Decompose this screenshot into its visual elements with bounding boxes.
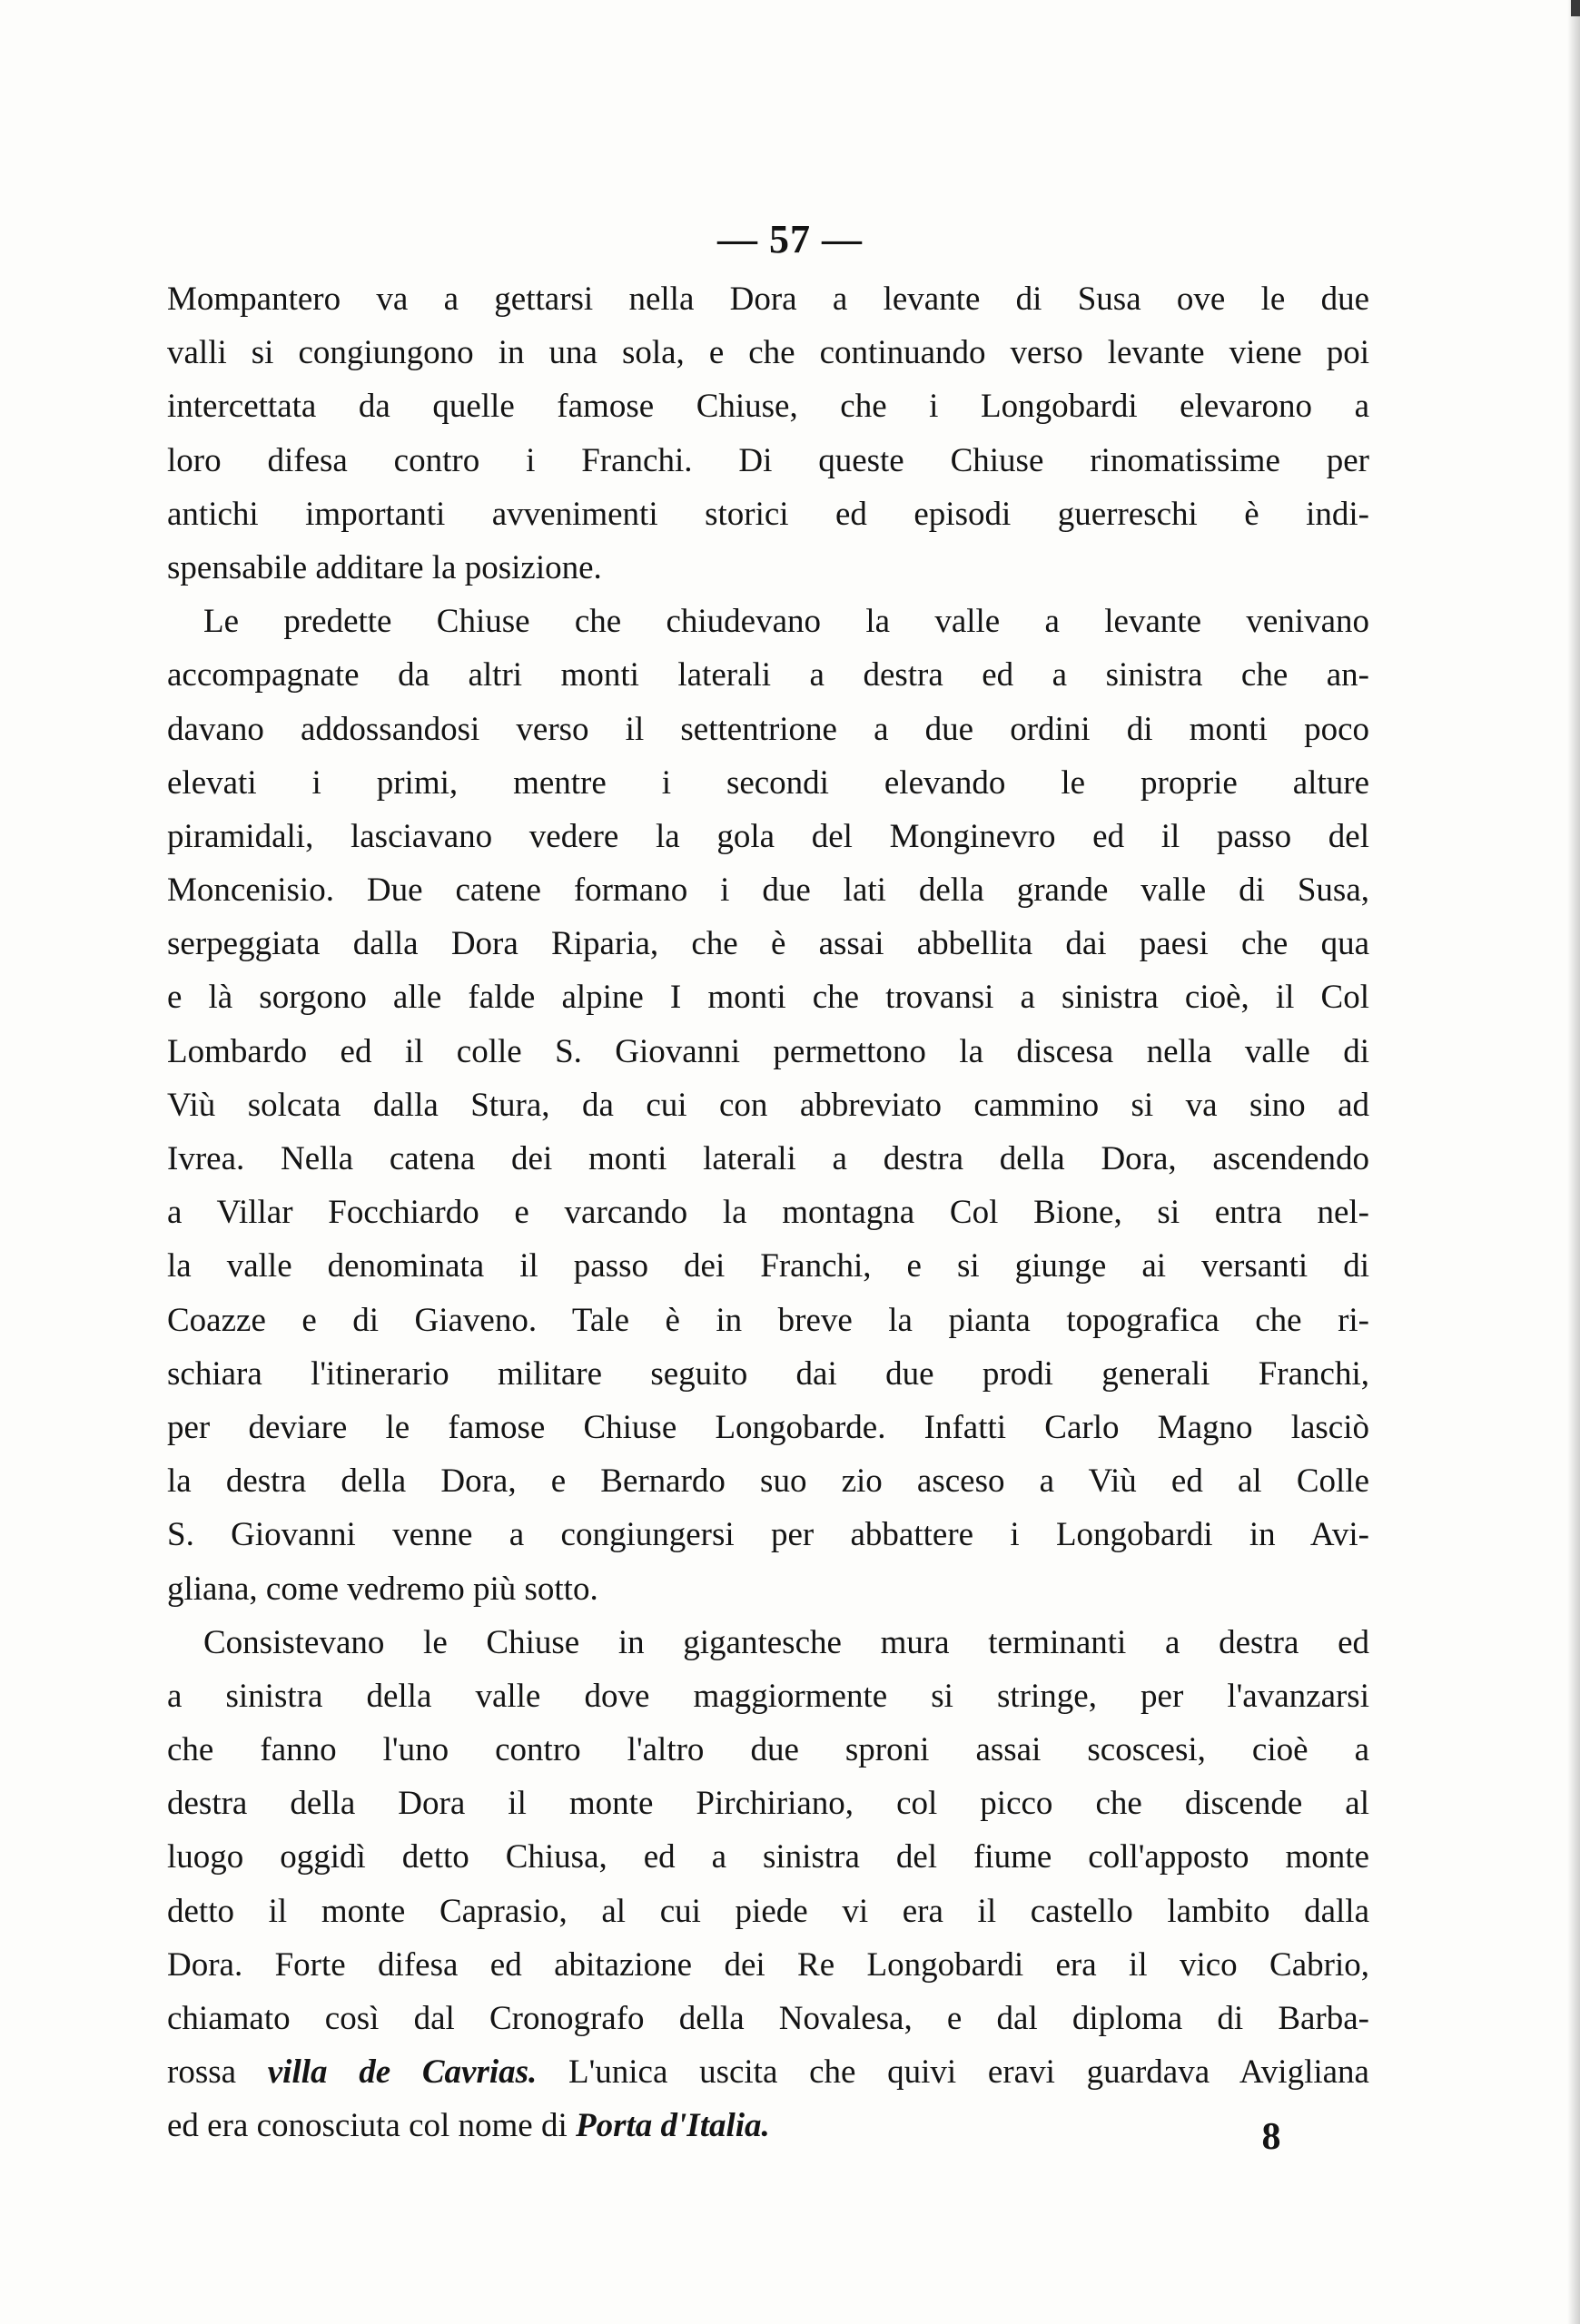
text-line: gliana, come vedremo più sotto. [167,1570,598,1608]
text-line: Consistevano le Chiuse in gigantesche mura terminanti a destra ed [203,1623,1369,1661]
signature-mark: 8 [1261,2116,1281,2158]
page-number-header: — 57 — [717,217,863,261]
text-line: Moncenisio. Due catene formano i due lati della grande valle di Susa, [167,872,1369,910]
text-line: Lombardo ed il colle S. Giovanni permettono la discesa nella valle di [167,1032,1369,1070]
text-run: ed era conosciuta col nome di [167,2107,576,2145]
text-line: Le predette Chiuse che chiudevano la valle a levante venivano [203,603,1369,641]
text-line: intercettata da quelle famose Chiuse, che i Longobardi elevarono a [167,388,1369,426]
text-line: Ivrea. Nella catena dei monti laterali a destra della Dora, ascendendo [167,1140,1369,1177]
text-line: la valle denominata il passo dei Franchi, e si giunge ai versanti di [167,1247,1369,1285]
text-line: serpeggiata dalla Dora Riparia, che è assai abbellita dai paesi che qua [167,925,1369,963]
text-line: che fanno l'uno contro l'altro due sproni assai scoscesi, cioè a [167,1731,1369,1769]
text-line: Dora. Forte difesa ed abitazione dei Re Longobardi era il vico Cabrio, [167,1945,1369,1984]
text-line: la destra della Dora, e Bernardo suo zio asceso a Viù ed al Colle [167,1462,1369,1501]
body-text [167,272,1369,2153]
text-line: a Villar Focchiardo e varcando la montagna Col Bione, si entra nel- [167,1194,1369,1232]
text-line: piramidali, lasciavano vedere la gola del Monginevro ed il passo del [167,817,1369,855]
text-line: Mompantero va a gettarsi nella Dora a levante di Susa ove le due [167,281,1369,318]
text-line: chiamato così dal Cronografo della Novalesa, e dal diploma di Barba- [167,2000,1369,2037]
text-line-mixed [167,2045,1369,2099]
text-line: a sinistra della valle dove maggiormente si stringe, per l'avanzarsi [167,1677,1369,1715]
text-line: e là sorgono alle falde alpine I monti che trovansi a sinistra cioè, il Col [167,979,1369,1017]
italic-text-run: Porta d'Italia. [576,2107,770,2145]
text-line: luogo oggidì detto Chiusa, ed a sinistra del fiume coll'apposto monte [167,1838,1369,1876]
text-line: Viù solcata dalla Stura, da cui con abbreviato cammino si va sino ad [167,1086,1369,1124]
text-line: per deviare le famose Chiuse Longobarde. Infatti Carlo Magno lasciò [167,1408,1369,1446]
text-line: detto il monte Caprasio, al cui piede vi era il castello lambito dalla [167,1892,1369,1930]
text-line: spensabile additare la posizione. [167,548,602,586]
text-line: S. Giovanni venne a congiungersi per abbattere i Longobardi in Avi- [167,1516,1369,1554]
text-line: Coazze e di Giaveno. Tale è in breve la pianta topografica che ri- [167,1301,1369,1339]
text-run: rossa [167,2053,268,2092]
text-run: L'unica uscita che quivi eravi guardava Avigliana [537,2053,1369,2092]
text-line: valli si congiungono in una sola, e che continuando verso levante viene poi [167,334,1369,372]
text-line: schiara l'itinerario militare seguito dai due prodi generali Franchi, [167,1354,1369,1393]
text-line: accompagnate da altri monti laterali a destra ed a sinistra che an- [167,656,1369,694]
text-line-mixed [167,2099,1369,2152]
text-line: antichi importanti avvenimenti storici ed episodi guerreschi è indi- [167,495,1369,533]
scan-corner-mark [1571,0,1580,16]
italic-text-run: villa de Cavrias. [267,2053,538,2092]
text-line: loro difesa contro i Franchi. Di queste Chiuse rinomatissime per [167,441,1369,479]
page-edge-shadow [1567,0,1580,2324]
text-line: destra della Dora il monte Pirchiriano, col picco che discende al [167,1785,1369,1823]
text-line: davano addossandosi verso il settentrione a due ordini di monti poco [167,710,1369,748]
text-line: elevati i primi, mentre i secondi elevando le proprie alture [167,763,1369,802]
